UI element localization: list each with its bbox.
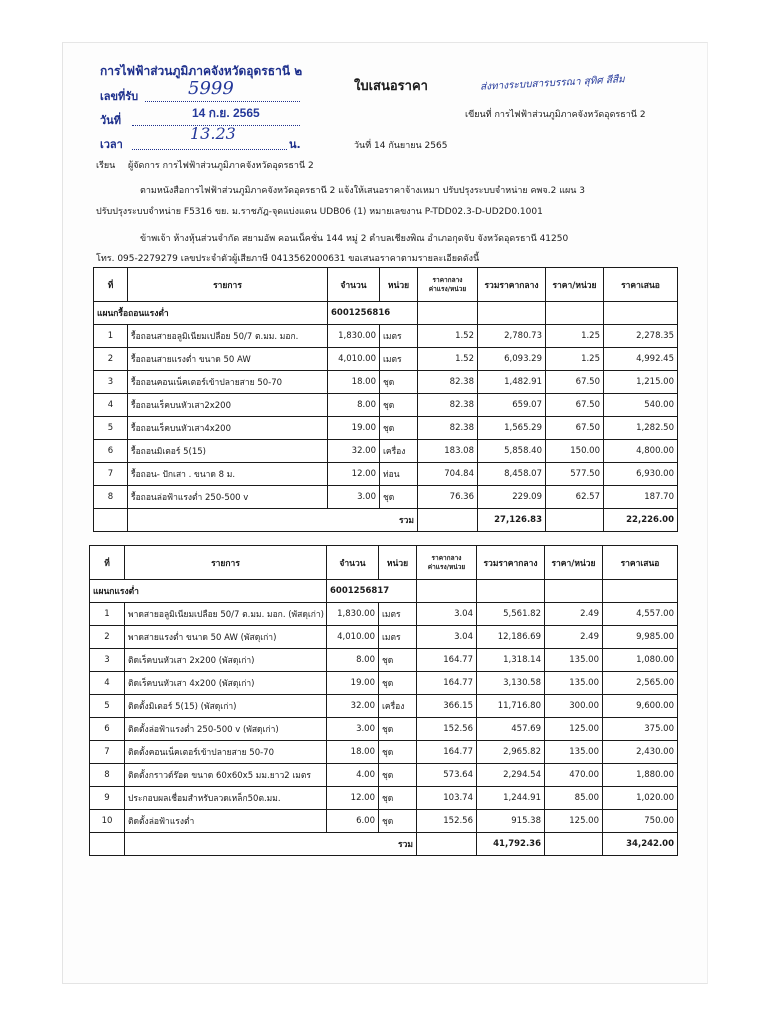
quotation-table-demolition (93, 267, 678, 532)
col-header-unit-price: ราคา/หน่วย (545, 546, 603, 580)
row-unit: ชุด (380, 371, 418, 394)
row-std-total: 2,294.54 (477, 764, 545, 787)
row-quantity: 8.00 (327, 649, 379, 672)
row-std-unit-price: 152.56 (417, 810, 477, 833)
row-item: ติดตั้งล่อฟ้าแรงต่ำ (125, 810, 327, 833)
row-std-total: 3,130.58 (477, 672, 545, 695)
row-std-unit-price: 1.52 (418, 348, 478, 371)
row-offer-price: 2,565.00 (603, 672, 678, 695)
stamp-org: การไฟฟ้าส่วนภูมิภาคจังหวัดอุดรธานี ๒ (100, 64, 303, 78)
row-unit-price: 62.57 (546, 486, 604, 509)
row-unit-price: 2.49 (545, 603, 603, 626)
row-unit-price: 67.50 (546, 394, 604, 417)
row-number: 4 (94, 394, 128, 417)
row-offer-price: 2,430.00 (603, 741, 678, 764)
table-row (90, 695, 678, 718)
row-unit-price: 85.00 (545, 787, 603, 810)
row-unit: เมตร (380, 348, 418, 371)
stamp-time-label: เวลา (100, 138, 123, 151)
row-unit-price: 67.50 (546, 371, 604, 394)
row-quantity: 4,010.00 (327, 626, 379, 649)
row-item: รื้อถอนสายอลูมิเนียมเปลือย 50/7 ต.มม. มอก. (128, 325, 328, 348)
table-row (90, 672, 678, 695)
total-std-price: 41,792.36 (477, 833, 545, 856)
row-std-total: 1,244.91 (477, 787, 545, 810)
stamp-received-line (145, 100, 300, 102)
row-offer-price: 4,992.45 (604, 348, 678, 371)
row-unit: เมตร (379, 626, 417, 649)
row-std-total: 457.69 (477, 718, 545, 741)
section-name: แผนกแรงต่ำ (90, 580, 327, 603)
row-item: ติดตั้งคอนเน็คเตอร์เข้าปลายสาย 50-70 (125, 741, 327, 764)
stamp-date-value: 14 ก.ย. 2565 (192, 106, 260, 120)
row-number: 2 (90, 626, 125, 649)
total-std-price: 27,126.83 (478, 509, 546, 532)
col-header-no: ที่ (90, 546, 125, 580)
section-code: 6001256816 (328, 302, 418, 325)
col-header-offer: ราคาเสนอ (603, 546, 678, 580)
row-offer-price: 6,930.00 (604, 463, 678, 486)
row-number: 3 (90, 649, 125, 672)
row-unit: เครื่อง (379, 695, 417, 718)
row-unit: ชุด (380, 486, 418, 509)
table-row (90, 718, 678, 741)
row-unit: ชุด (379, 787, 417, 810)
row-quantity: 1,830.00 (327, 603, 379, 626)
table-header-row (94, 268, 678, 302)
row-std-unit-price: 152.56 (417, 718, 477, 741)
quotation-table-installation (89, 545, 678, 856)
row-quantity: 4,010.00 (328, 348, 380, 371)
row-unit-price: 125.00 (545, 718, 603, 741)
table-row (90, 626, 678, 649)
row-unit: ชุด (379, 741, 417, 764)
row-offer-price: 1,020.00 (603, 787, 678, 810)
row-unit: ท่อน (380, 463, 418, 486)
document-date: วันที่ 14 กันยายน 2565 (354, 141, 448, 151)
row-number: 7 (90, 741, 125, 764)
row-unit-price: 1.25 (546, 325, 604, 348)
row-offer-price: 540.00 (604, 394, 678, 417)
row-item: รื้อถอนมิเตอร์ 5(15) (128, 440, 328, 463)
stamp-received-label: เลขที่รับ (100, 90, 139, 103)
row-std-total: 8,458.07 (478, 463, 546, 486)
total-label: รวม (128, 509, 418, 532)
table-row (94, 463, 678, 486)
row-std-total: 6,093.29 (478, 348, 546, 371)
row-unit-price: 150.00 (546, 440, 604, 463)
col-header-unit: หน่วย (380, 268, 418, 302)
row-std-total: 915.38 (477, 810, 545, 833)
row-quantity: 3.00 (328, 486, 380, 509)
col-header-qty: จำนวน (327, 546, 379, 580)
table-row (94, 348, 678, 371)
total-row (94, 509, 678, 532)
row-item: ติดเร็คบนหัวเสา 4x200 (พัสดุเก่า) (125, 672, 327, 695)
row-number: 3 (94, 371, 128, 394)
row-unit-price: 577.50 (546, 463, 604, 486)
row-offer-price: 1,080.00 (603, 649, 678, 672)
table-row (90, 787, 678, 810)
table-row (90, 810, 678, 833)
table-row (94, 394, 678, 417)
row-number: 5 (94, 417, 128, 440)
row-unit-price: 67.50 (546, 417, 604, 440)
row-std-total: 229.09 (478, 486, 546, 509)
row-std-total: 11,716.80 (477, 695, 545, 718)
row-item: รื้อถอนล่อฟ้าแรงต่ำ 250-500 v (128, 486, 328, 509)
row-item: ติดตั้งมิเตอร์ 5(15) (พัสดุเก่า) (125, 695, 327, 718)
row-offer-price: 1,215.00 (604, 371, 678, 394)
row-item: พาดสายอลูมิเนียมเปลือย 50/7 ต.มม. มอก. (พัสดุเก่า) (125, 603, 327, 626)
row-std-unit-price: 82.38 (418, 394, 478, 417)
body-line-4: โทร. 095-2279279 เลขประจำตัวผู้เสียภาษี 0413562000631 ขอเสนอราคาตามรายละเอียดดังนี้ (96, 254, 480, 264)
document-title: ใบเสนอราคา (354, 79, 428, 94)
row-number: 6 (90, 718, 125, 741)
row-number: 6 (94, 440, 128, 463)
body-line-1: ตามหนังสือการไฟฟ้าส่วนภูมิภาคจังหวัดอุดรธานี 2 แจ้งให้เสนอราคาจ้างเหมา ปรับปรุงระบบจำหน่าย คพจ.2 แผน 3 (140, 186, 586, 196)
table-row (90, 649, 678, 672)
row-offer-price: 1,880.00 (603, 764, 678, 787)
col-header-item: รายการ (128, 268, 328, 302)
stamp-date-label: วันที่ (100, 114, 121, 127)
table-header-row (90, 546, 678, 580)
addressed-from: เขียนที่ การไฟฟ้าส่วนภูมิภาคจังหวัดอุดรธานี 2 (465, 110, 646, 120)
row-item: ติดตั้งกราวด์ร๊อด ขนาด 60x60x5 มม.ยาว2 เมตร (125, 764, 327, 787)
row-item: ติดเร็คบนหัวเสา 2x200 (พัสดุเก่า) (125, 649, 327, 672)
row-std-total: 1,318.14 (477, 649, 545, 672)
col-header-std-total: รวมราคากลาง (477, 546, 545, 580)
row-quantity: 12.00 (328, 463, 380, 486)
row-std-unit-price: 183.08 (418, 440, 478, 463)
col-header-std-price: ราคากลาง ค่าแรง/หน่วย (418, 268, 478, 302)
row-unit-price: 135.00 (545, 649, 603, 672)
row-unit: ชุด (380, 417, 418, 440)
row-item: รื้อถอนเร็คบนหัวเสา2x200 (128, 394, 328, 417)
row-quantity: 1,830.00 (328, 325, 380, 348)
row-unit-price: 135.00 (545, 672, 603, 695)
table-row (90, 603, 678, 626)
row-unit: ชุด (379, 649, 417, 672)
row-unit: ชุด (380, 394, 418, 417)
handwritten-note: ส่งทางระบบสารบรรณา สุทิศ สีสืม (479, 74, 625, 93)
row-offer-price: 9,600.00 (603, 695, 678, 718)
row-quantity: 6.00 (327, 810, 379, 833)
row-item: รื้อถอนเร็คบนหัวเสา4x200 (128, 417, 328, 440)
row-item: พาดสายแรงต่ำ ขนาด 50 AW (พัสดุเก่า) (125, 626, 327, 649)
stamp-time-line (132, 148, 287, 150)
table-row (94, 371, 678, 394)
table-row (94, 440, 678, 463)
row-number: 7 (94, 463, 128, 486)
row-quantity: 4.00 (327, 764, 379, 787)
col-header-offer: ราคาเสนอ (604, 268, 678, 302)
row-std-unit-price: 164.77 (417, 741, 477, 764)
row-quantity: 12.00 (327, 787, 379, 810)
row-offer-price: 2,278.35 (604, 325, 678, 348)
row-unit-price: 135.00 (545, 741, 603, 764)
row-std-unit-price: 366.15 (417, 695, 477, 718)
table-row (94, 417, 678, 440)
row-number: 10 (90, 810, 125, 833)
row-unit: ชุด (379, 718, 417, 741)
section-row (90, 580, 678, 603)
row-offer-price: 750.00 (603, 810, 678, 833)
col-header-no: ที่ (94, 268, 128, 302)
row-std-unit-price: 76.36 (418, 486, 478, 509)
row-std-unit-price: 164.77 (417, 672, 477, 695)
stamp-received-number: 5999 (188, 78, 234, 99)
total-offer-price: 34,242.00 (603, 833, 678, 856)
body-line-2: ปรับปรุงระบบจำหน่าย F5316 ขย. ม.ราชภัฎ-จุดแบ่งแดน UDB06 (1) หมายเลขงาน P-TDD02.3-D-UD2D0.1001 (96, 207, 543, 217)
row-std-total: 2,780.73 (478, 325, 546, 348)
row-std-unit-price: 3.04 (417, 603, 477, 626)
row-number: 8 (94, 486, 128, 509)
row-number: 2 (94, 348, 128, 371)
col-header-qty: จำนวน (328, 268, 380, 302)
row-number: 1 (90, 603, 125, 626)
body-line-3: ข้าพเจ้า ห้างหุ้นส่วนจำกัด สยามอัพ คอนเน็คชั่น 144 หมู่ 2 ตำบลเชียงพิณ อำเภอกุดจับ จังหวัดอุดรธานี 41250 (140, 234, 569, 244)
row-unit: ชุด (379, 672, 417, 695)
table-row (94, 325, 678, 348)
row-std-total: 1,565.29 (478, 417, 546, 440)
row-offer-price: 9,985.00 (603, 626, 678, 649)
row-number: 1 (94, 325, 128, 348)
row-std-unit-price: 3.04 (417, 626, 477, 649)
row-quantity: 8.00 (328, 394, 380, 417)
row-std-unit-price: 82.38 (418, 417, 478, 440)
row-unit: เมตร (379, 603, 417, 626)
col-header-std-price: ราคากลาง ค่าแรง/หน่วย (417, 546, 477, 580)
row-unit-price: 2.49 (545, 626, 603, 649)
row-std-total: 12,186.69 (477, 626, 545, 649)
row-offer-price: 4,800.00 (604, 440, 678, 463)
row-item: รื้อถอนคอนเน็คเตอร์เข้าปลายสาย 50-70 (128, 371, 328, 394)
row-offer-price: 4,557.00 (603, 603, 678, 626)
table-row (90, 741, 678, 764)
row-item: ประกอบผลเชื่อมสำหรับลวดเหล็ก50ต.มม. (125, 787, 327, 810)
row-offer-price: 1,282.50 (604, 417, 678, 440)
row-std-unit-price: 82.38 (418, 371, 478, 394)
row-std-unit-price: 164.77 (417, 649, 477, 672)
row-quantity: 18.00 (328, 371, 380, 394)
row-std-total: 659.07 (478, 394, 546, 417)
col-header-std-total: รวมราคากลาง (478, 268, 546, 302)
row-quantity: 3.00 (327, 718, 379, 741)
row-std-unit-price: 103.74 (417, 787, 477, 810)
section-row (94, 302, 678, 325)
table-row (90, 764, 678, 787)
row-unit-price: 470.00 (545, 764, 603, 787)
salutation-text: ผู้จัดการ การไฟฟ้าส่วนภูมิภาคจังหวัดอุดรธานี 2 (128, 161, 314, 171)
row-unit-price: 300.00 (545, 695, 603, 718)
row-std-total: 2,965.82 (477, 741, 545, 764)
col-header-unit: หน่วย (379, 546, 417, 580)
section-code: 6001256817 (327, 580, 417, 603)
row-std-unit-price: 573.64 (417, 764, 477, 787)
row-number: 9 (90, 787, 125, 810)
row-number: 8 (90, 764, 125, 787)
row-item: รื้อถอน- ปักเสา . ขนาด 8 ม. (128, 463, 328, 486)
row-quantity: 32.00 (327, 695, 379, 718)
row-std-unit-price: 704.84 (418, 463, 478, 486)
row-std-total: 5,561.82 (477, 603, 545, 626)
row-number: 4 (90, 672, 125, 695)
row-unit: เมตร (380, 325, 418, 348)
row-quantity: 32.00 (328, 440, 380, 463)
total-row (90, 833, 678, 856)
row-quantity: 19.00 (328, 417, 380, 440)
row-unit: เครื่อง (380, 440, 418, 463)
row-unit-price: 1.25 (546, 348, 604, 371)
row-std-unit-price: 1.52 (418, 325, 478, 348)
row-item: รื้อถอนสายแรงต่ำ ขนาด 50 AW (128, 348, 328, 371)
col-header-unit-price: ราคา/หน่วย (546, 268, 604, 302)
row-number: 5 (90, 695, 125, 718)
row-quantity: 19.00 (327, 672, 379, 695)
stamp-time-suffix: น. (289, 138, 301, 151)
row-unit-price: 125.00 (545, 810, 603, 833)
row-offer-price: 187.70 (604, 486, 678, 509)
row-item: ติดตั้งล่อฟ้าแรงต่ำ 250-500 v (พัสดุเก่า) (125, 718, 327, 741)
total-offer-price: 22,226.00 (604, 509, 678, 532)
row-offer-price: 375.00 (603, 718, 678, 741)
row-std-total: 1,482.91 (478, 371, 546, 394)
row-quantity: 18.00 (327, 741, 379, 764)
total-label: รวม (125, 833, 417, 856)
row-std-total: 5,858.40 (478, 440, 546, 463)
col-header-item: รายการ (125, 546, 327, 580)
row-unit: ชุด (379, 810, 417, 833)
stamp-time-value: 13.23 (190, 124, 236, 143)
row-unit: ชุด (379, 764, 417, 787)
section-name: แผนกรื้อถอนแรงต่ำ (94, 302, 328, 325)
salutation-label: เรียน (96, 161, 116, 171)
table-row (94, 486, 678, 509)
